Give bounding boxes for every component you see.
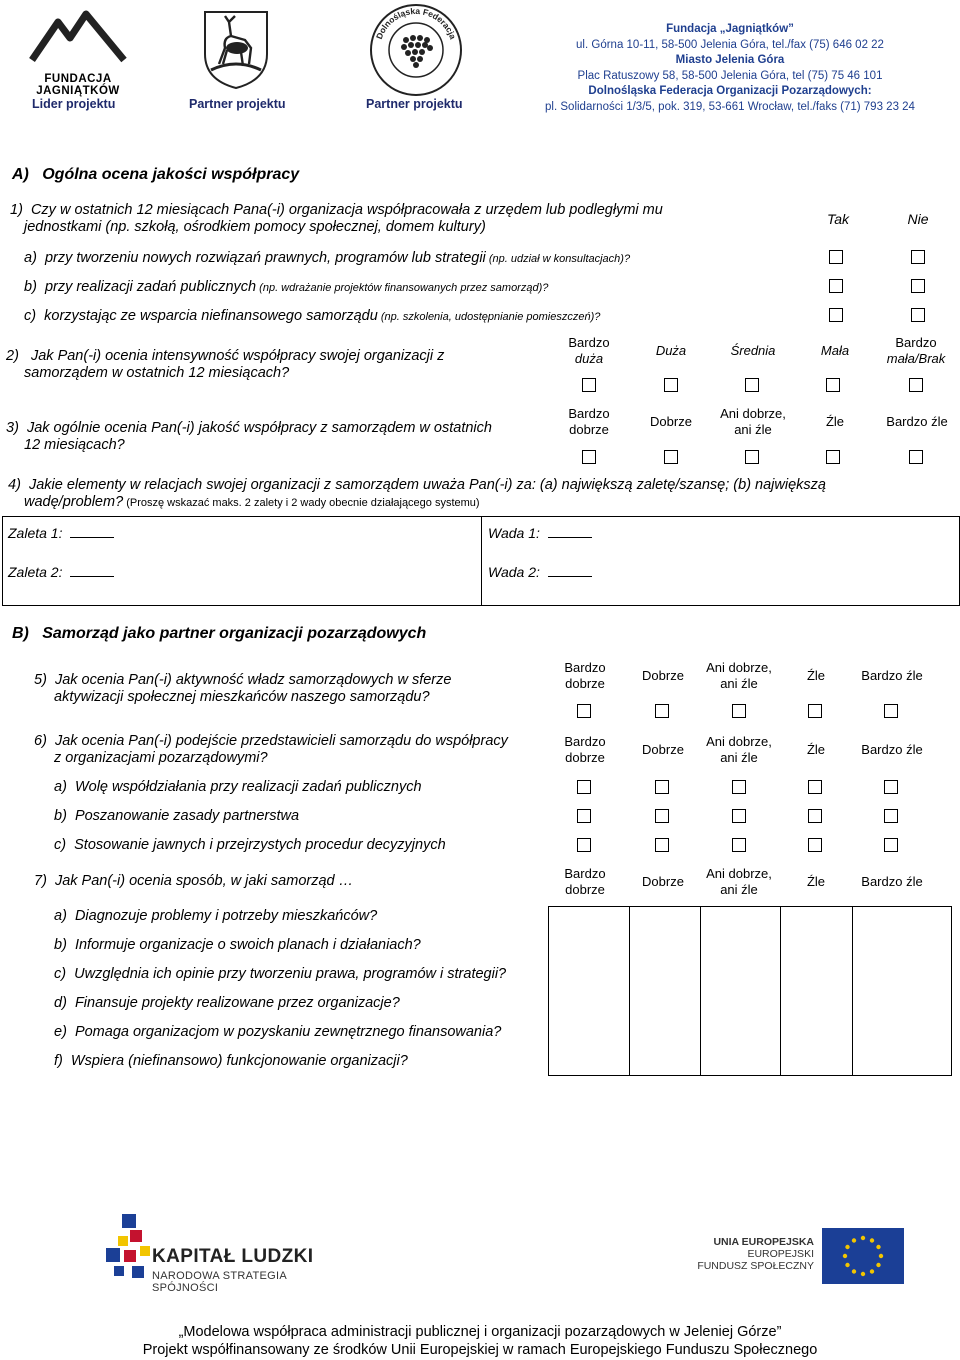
q1c-tak-checkbox[interactable] [829, 308, 843, 322]
q3-text-line2: 12 miesiącach? [24, 437, 125, 453]
q3-text-line1: 3) Jak ogólnie ocenia Pan(-i) jakość współpracy z samorządem w ostatnich [6, 420, 492, 436]
q2-option-label: Średnia [730, 343, 776, 358]
footer-cofinancing: Projekt współfinansowany ze środków Unii Europejskiej w ramach Europejskiego Funduszu Społecznego [142, 1342, 818, 1358]
col-nie: Nie [907, 211, 929, 227]
q7-text: 7) Jak Pan(-i) ocenia sposób, w jaki samorząd … [34, 873, 354, 889]
q7-item-c: c) Uwzględnia ich opinie przy tworzeniu prawa, programów i strategii? [54, 966, 507, 982]
q6b-checkbox[interactable] [808, 809, 822, 823]
fundacja-logo-text: FUNDACJA JAGNIĄTKÓW [36, 73, 120, 97]
kapital-ludzki-subtitle: NARODOWA STRATEGIA SPÓJNOŚCI [152, 1270, 287, 1294]
q6a-checkbox[interactable] [732, 780, 746, 794]
contact-line: Dolnośląska Federacja Organizacji Pozarządowych: [588, 85, 872, 98]
q3-checkbox[interactable] [582, 450, 596, 464]
eu-flag-icon [822, 1228, 904, 1284]
col-tak: Tak [826, 211, 850, 227]
q4-table-divider [481, 516, 482, 605]
q6b-checkbox[interactable] [655, 809, 669, 823]
q2-checkbox[interactable] [582, 378, 596, 392]
q5-checkbox[interactable] [732, 704, 746, 718]
q1-item-c: c) korzystając ze wsparcia niefinansowego samorządu (np. szkolenia, udostępnianie pomieszczeń)? [24, 308, 601, 324]
q1a-nie-checkbox[interactable] [911, 250, 925, 264]
q6-option-label: Ani dobrze, ani źle [706, 734, 772, 765]
q5-text-line1: 5) Jak ocenia Pan(-i) aktywność władz samorządowych w sferze [34, 672, 452, 688]
eu-line1: UNIA EUROPEJSKA [713, 1236, 814, 1248]
q5-checkbox[interactable] [577, 704, 591, 718]
q6a-checkbox[interactable] [655, 780, 669, 794]
q1c-nie-checkbox[interactable] [911, 308, 925, 322]
q3-checkbox[interactable] [826, 450, 840, 464]
q5-text-line2: aktywizacji społecznej mieszkańców naszego samorządu? [54, 689, 430, 705]
wada2-underline [548, 564, 592, 577]
q7-grid-vline [629, 906, 630, 1075]
eu-line3: FUNDUSZ SPOŁECZNY [697, 1260, 814, 1272]
q6-item-a: a) Wolę współdziałania przy realizacji zadań publicznych [54, 779, 422, 795]
q5-option-label: Ani dobrze, ani źle [706, 660, 772, 691]
zaleta2-field[interactable]: Zaleta 2: [8, 564, 114, 581]
contact-line: Fundacja „Jagniątków” [666, 23, 794, 35]
q2-text-line1: 2) Jak Pan(-i) ocenia intensywność współpracy swojej organizacji z [6, 348, 445, 364]
q3-checkbox[interactable] [909, 450, 923, 464]
lider-label: Lider projektu [32, 97, 116, 111]
q6c-checkbox[interactable] [808, 838, 822, 852]
q4-text-line2: wadę/problem? (Proszę wskazać maks. 2 zalety i 2 wady obecnie działającego systemu) [24, 494, 480, 510]
q6b-checkbox[interactable] [577, 809, 591, 823]
wada1-underline [548, 525, 592, 538]
contact-line: ul. Górna 10-11, 58-500 Jelenia Góra, tel./fax (75) 646 02 22 [576, 38, 884, 51]
q3-option-label: Bardzo dobrze [568, 406, 610, 437]
q3-option-label: Źle [825, 414, 845, 429]
q2-option-label: Bardzo duża [568, 335, 610, 366]
contact-line: pl. Solidarności 1/3/5, pok. 319, 53-661 Wrocław, tel./faks (71) 793 23 24 [545, 100, 915, 113]
kapital-ludzki-logo [100, 1212, 340, 1292]
q2-checkbox[interactable] [909, 378, 923, 392]
fundacja-logo [28, 8, 128, 96]
q3-option-label: Ani dobrze, ani źle [720, 406, 786, 437]
q1b-nie-checkbox[interactable] [911, 279, 925, 293]
q6a-checkbox[interactable] [884, 780, 898, 794]
q2-checkbox[interactable] [664, 378, 678, 392]
q1-text-line2: jednostkami (np. szkołą, ośrodkiem pomocy społecznej, domem kultury) [24, 219, 486, 235]
federacja-seal [368, 2, 464, 98]
q4-text-line1: 4) Jakie elementy w relacjach swojej organizacji z samorządem uważa Pan(-i) za: (a) największą zaletę/szansę; (b) największą [8, 477, 826, 493]
q7-item-e: e) Pomaga organizacjom w pozyskaniu zewnętrznego finansowania? [54, 1024, 502, 1040]
q2-option-label: Bardzo mała/Brak [886, 335, 946, 366]
q6-option-label: Bardzo źle [861, 742, 923, 757]
q3-option-label: Bardzo źle [886, 414, 948, 429]
q6c-checkbox[interactable] [577, 838, 591, 852]
contact-line: Plac Ratuszowy 58, 58-500 Jelenia Góra, tel (75) 75 46 101 [577, 69, 883, 82]
q6c-checkbox[interactable] [732, 838, 746, 852]
eu-logo [696, 1228, 936, 1288]
q7-option-label: Dobrze [642, 874, 684, 889]
q6-item-b: b) Poszanowanie zasady partnerstwa [54, 808, 300, 824]
svg-text:Dolnośląska Federacja: Dolnośląska Federacja [373, 5, 459, 41]
section-a-title: A) Ogólna ocena jakości współpracy [12, 166, 300, 183]
q2-checkbox[interactable] [826, 378, 840, 392]
q5-option-label: Dobrze [642, 668, 684, 683]
q5-option-label: Źle [806, 668, 826, 683]
q6a-checkbox[interactable] [808, 780, 822, 794]
wada1-field[interactable]: Wada 1: [488, 525, 592, 542]
q1-item-a: a) przy tworzeniu nowych rozwiązań prawnych, programów lub strategii (np. udział w konsultacjach)? [24, 250, 631, 266]
q6a-checkbox[interactable] [577, 780, 591, 794]
q7-option-label: Ani dobrze, ani źle [706, 866, 772, 897]
q5-checkbox[interactable] [808, 704, 822, 718]
q5-option-label: Bardzo źle [861, 668, 923, 683]
q5-option-label: Bardzo dobrze [564, 660, 606, 691]
q6c-checkbox[interactable] [655, 838, 669, 852]
q5-checkbox[interactable] [884, 704, 898, 718]
mountain-icon [28, 8, 128, 68]
q2-text-line2: samorządem w ostatnich 12 miesiącach? [24, 365, 290, 381]
q7-grid-vline [700, 906, 701, 1075]
q6-text-line2: z organizacjami pozarządowymi? [54, 750, 268, 766]
q3-checkbox[interactable] [745, 450, 759, 464]
q7-option-label: Bardzo dobrze [564, 866, 606, 897]
q1-text-line1: 1) Czy w ostatnich 12 miesiącach Pana(-i) organizacja współpracowała z urzędem lub podległymi mu [10, 202, 663, 218]
q1b-tak-checkbox[interactable] [829, 279, 843, 293]
section-b-title: B) Samorząd jako partner organizacji pozarządowych [12, 625, 427, 642]
partner-label-1: Partner projektu [189, 97, 286, 111]
contact-line: Miasto Jelenia Góra [675, 54, 785, 67]
q1-item-b: b) przy realizacji zadań publicznych (np. wdrażanie projektów finansowanych przez samorząd)? [24, 279, 549, 295]
q6c-checkbox[interactable] [884, 838, 898, 852]
q6b-checkbox[interactable] [732, 809, 746, 823]
q7-option-label: Bardzo źle [861, 874, 923, 889]
jelenia-gora-crest [201, 8, 271, 90]
zaleta1-underline [70, 525, 114, 538]
zaleta1-field[interactable]: Zaleta 1: [8, 525, 114, 542]
wada2-field[interactable]: Wada 2: [488, 564, 592, 581]
zaleta2-underline [70, 564, 114, 577]
q7-grid-vline [852, 906, 853, 1075]
q3-checkbox[interactable] [664, 450, 678, 464]
q7-item-d: d) Finansuje projekty realizowane przez organizacje? [54, 995, 400, 1011]
footer-project-title: „Modelowa współpraca administracji publicznej i organizacji pozarządowych w Jeleniej Górze” [178, 1324, 782, 1340]
contact-block [520, 22, 940, 116]
q2-option-label: Mała [820, 343, 850, 358]
q1a-tak-checkbox[interactable] [829, 250, 843, 264]
q6-item-c: c) Stosowanie jawnych i przejrzystych procedur decyzyjnych [54, 837, 446, 853]
q7-grid [548, 906, 952, 1076]
q7-option-label: Źle [806, 874, 826, 889]
partner-label-2: Partner projektu [366, 97, 463, 111]
q6-option-label: Bardzo dobrze [564, 734, 606, 765]
q3-option-label: Dobrze [650, 414, 692, 429]
q6-text-line1: 6) Jak ocenia Pan(-i) podejście przedstawicieli samorządu do współpracy [34, 733, 508, 749]
kapital-ludzki-emblem-icon [100, 1212, 160, 1284]
q2-option-label: Duża [655, 343, 687, 358]
q2-checkbox[interactable] [745, 378, 759, 392]
kapital-ludzki-title: KAPITAŁ LUDZKI [152, 1246, 314, 1267]
q7-item-a: a) Diagnozuje problemy i potrzeby mieszkańców? [54, 908, 378, 924]
eu-line2: EUROPEJSKI [747, 1248, 814, 1260]
q7-item-b: b) Informuje organizacje o swoich planach i działaniach? [54, 937, 421, 953]
q7-grid-vline [780, 906, 781, 1075]
q6-option-label: Dobrze [642, 742, 684, 757]
q5-checkbox[interactable] [655, 704, 669, 718]
q6b-checkbox[interactable] [884, 809, 898, 823]
q7-item-f: f) Wspiera (niefinansowo) funkcjonowanie organizacji? [54, 1053, 408, 1069]
q6-option-label: Źle [806, 742, 826, 757]
